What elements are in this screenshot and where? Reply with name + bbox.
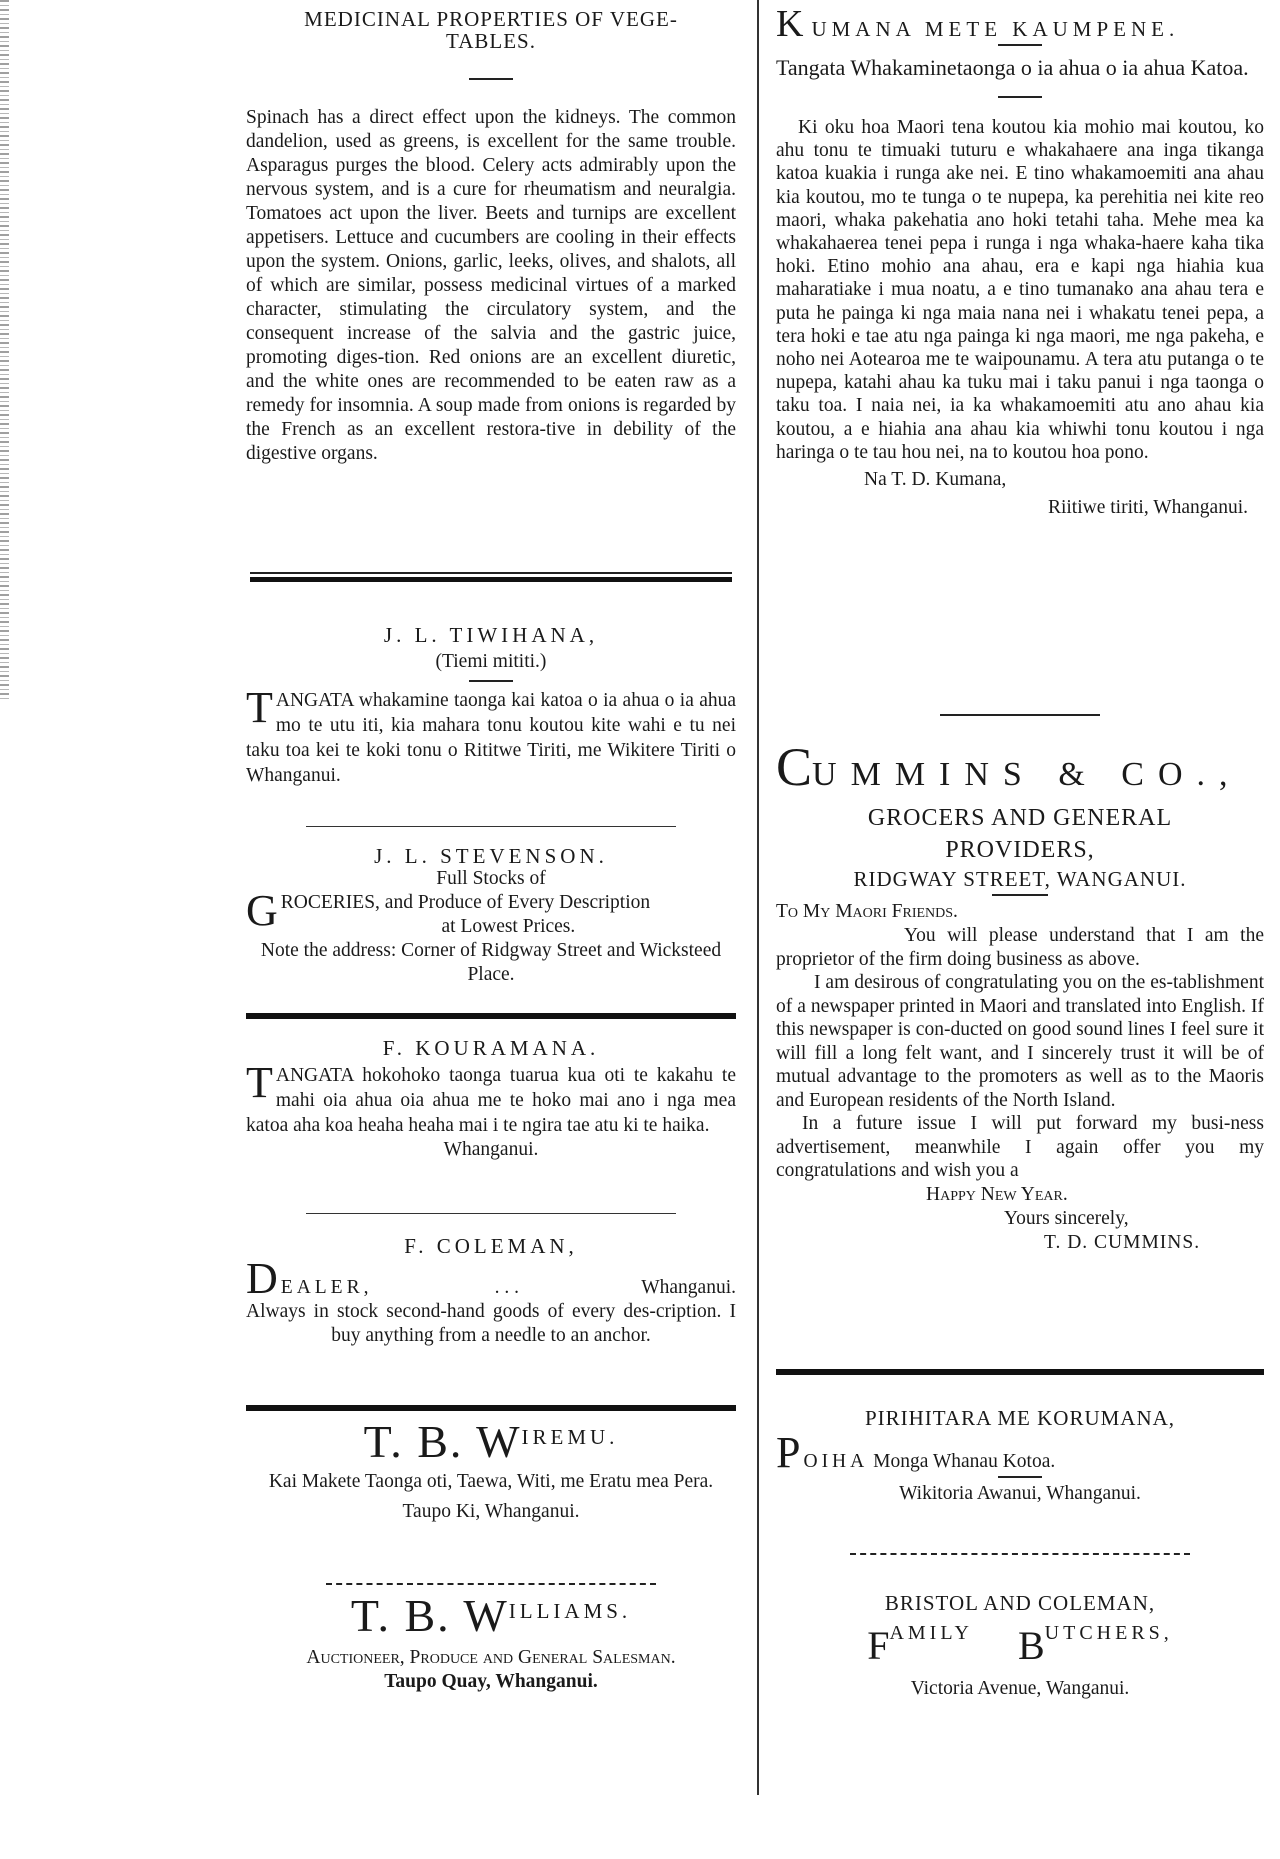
medicinal-title: MEDICINAL PROPERTIES OF VEGE-TABLES. [304, 7, 678, 53]
kouramana-body [246, 1058, 736, 1138]
cummins-title-line [776, 737, 1264, 797]
cummins-title: UMMINS & CO., [812, 756, 1242, 793]
stevenson-dropcap: G [246, 886, 278, 935]
stevenson-line1: Full Stocks of [436, 868, 546, 889]
cummins-close: Yours sincerely, [1004, 1207, 1129, 1229]
cummins-sign: T. D. CUMMINS. [1044, 1231, 1201, 1253]
tiwihana-name: J. L. TIWIHANA, [383, 623, 599, 647]
wiremu-line2: Taupo Ki, Whanganui. [402, 1501, 580, 1522]
section-rule [776, 1369, 1264, 1375]
coleman-dots: . . . [494, 1277, 520, 1298]
kouramana-dropcap: T [246, 1058, 273, 1107]
section-rule [306, 826, 676, 827]
pirihitara-name: PIRIHITARA ME KORUMANA, [864, 1406, 1176, 1430]
separator [998, 44, 1042, 46]
cummins-greeting: To My Maori Friends. [776, 901, 958, 922]
pirihitara-place: Wikitoria Awanui, Whanganui. [899, 1483, 1141, 1504]
kouramana-text: ANGATA hokohoko taonga tuarua kua oti te kakahu te mahi oia ahua oia ahua me te hoko mai ano i nga mea katoa aha koa heaha heaha mai i te ngira tae atu ki te haika. [246, 1065, 736, 1136]
cummins-ad [776, 737, 1264, 1255]
section-rule [246, 1013, 736, 1019]
pirihitara-ad [776, 1407, 1264, 1506]
kumana-subtitle: Tangata Whakaminetaonga o ia ahua o ia ahua Katoa. [776, 55, 1249, 80]
section-rule [306, 1213, 676, 1214]
cummins-p1: You will please understand that I am the proprietor of the firm doing business as above. [776, 925, 1264, 970]
separator [998, 96, 1042, 98]
wiremu-line1: Kai Makete Taonga oti, Taewa, Witi, me Eratu mea Pera. [268, 1471, 714, 1492]
cummins-line2: PROVIDERS, [945, 837, 1095, 863]
medicinal-article [246, 8, 736, 466]
bristol-word2: UTCHERS, [1044, 1622, 1173, 1644]
cummins-p2: I am desirous of congratulating you on the es-tablishment of a newspaper printed in Maori and translated into English. If this newspaper is con-ducted on good sound lines I feel sure it will fill a long felt want, and I sincerely trust it will be of mutual advantage to the promoters as well as to the Maoris and European residents of the North Island. [776, 972, 1264, 1111]
separator [469, 680, 513, 682]
stevenson-line3: at Lowest Prices. [441, 916, 576, 937]
stevenson-groceries [246, 886, 736, 939]
cummins-wish: Happy New Year. [926, 1183, 1068, 1205]
coleman-ad [246, 1235, 736, 1348]
separator [998, 1476, 1042, 1478]
separator [992, 894, 1048, 896]
kumana-dropcap: K [776, 3, 809, 45]
bristol-dropcap1: F [867, 1623, 890, 1668]
pirihitara-dropcap: P [776, 1428, 801, 1477]
williams-line1: Auctioneer, Produce and General Salesman. [306, 1647, 676, 1668]
kouramana-place: Whanganui. [443, 1139, 539, 1160]
section-rule [850, 1553, 1190, 1555]
kouramana-name: F. KOURAMANA. [382, 1036, 600, 1060]
pirihitara-line [776, 1428, 1264, 1477]
stevenson-address: Note the address: Corner of Ridgway Street and Wicksteed Place. [260, 940, 722, 985]
bristol-name: BRISTOL AND COLEMAN, [884, 1591, 1156, 1615]
coleman-dealer-line [246, 1254, 736, 1303]
coleman-place: Whanganui. [641, 1277, 736, 1298]
bristol-line [776, 1622, 1264, 1669]
medicinal-body: Spinach has a direct effect upon the kidneys. The common dandelion, used as greens, is excellent for the same trouble. Asparagus purges the blood. Celery acts admirably upon the nervous system, and is a cure for rheumatism and neuralgia. Tomatoes act upon the liver. Beets and turnips are excellent appetisers. Lettuce and cucumbers are cooling in their effects upon the system. Onions, garlic, leeks, olives, and shalots, all of which are similar, possess medicinal virtues of a marked character, stimulating the circulatory system, and the consequent increase of the salvia and the gastric juice, promoting diges-tion. Red onions are an excellent diuretic, and the white ones are recommended to be eaten raw as a remedy for insomnia. A soup made from onions is regarded by the French as an excellent restora-tive in debility of the digestive organs. [246, 107, 736, 464]
williams-ad [246, 1592, 736, 1694]
bristol-word1: AMILY [889, 1622, 973, 1644]
cummins-p3: In a future issue I will put forward my busi-ness advertisement, meanwhile I again offer you my congratulations and wish you a [776, 1113, 1264, 1181]
bristol-place: Victoria Avenue, Wanganui. [910, 1678, 1130, 1699]
tiwihana-ad [246, 624, 736, 788]
section-rule [250, 572, 732, 582]
tiwihana-body [246, 683, 736, 788]
kumana-title-line [776, 3, 1264, 45]
stevenson-name: J. L. STEVENSON. [374, 844, 608, 868]
williams-name [246, 1592, 736, 1640]
kumana-body: Ki oku hoa Maori tena koutou kia mohio mai koutou, ko ahu tonu te timuaki tuturu e whakahaere ana inga tikanga katoa kuakia i runga ake nei. E tino whakamoemiti ana ahau kia koutou, mo te tunga o te nupepa, ka perehitia nei kite reo maori, whaka pakehatia ano hoki tetahi taha. Mehe mea ka whakahaerea tenei pepa i runga i nga whaka-haere kaha tika hoki. Etino mohio ana ahau, era e kapi nga hiahia kua maharatiake i mua noatu, a e tino tumanako ana ahau tera e puta he painga ki nga maia nana nei i whakatu tenei pepa, a tera hoki e tae atu nga painga ki nga maori, me nga pakeha, e noho nei Aotearoa me te waipounamu. A tera atu putanga o te nupepa, katahi ahau ka tuku mai i taku panui i nga taonga o taku toa. I naia nei, ia ka whakamoemiti atu ano ahau kia koutou, a e hiahia ana ahau kia whiwhi tonu koutou i nga haringa o te tau hou nei, na to koutou hoa pono. [776, 117, 1264, 463]
cummins-line1: GROCERS AND GENERAL [867, 805, 1173, 831]
page-edge-decoration [0, 0, 9, 700]
bristol-dropcap2: B [1017, 1623, 1045, 1668]
coleman-dropcap: D [246, 1254, 278, 1303]
coleman-title: EALER, [280, 1277, 373, 1298]
bristol-ad [776, 1592, 1264, 1701]
williams-initials: T. B. W [350, 1590, 509, 1641]
wiremu-initials: T. B. W [363, 1416, 522, 1467]
section-rule [246, 1405, 736, 1411]
williams-line2: Taupo Quay, Whanganui. [384, 1671, 598, 1692]
kouramana-ad [246, 1037, 736, 1162]
wiremu-rest: IREMU. [521, 1425, 619, 1449]
wiremu-ad [246, 1418, 736, 1524]
williams-rest: ILLIAMS. [508, 1599, 632, 1623]
stevenson-line2: ROCERIES, and Produce of Every Description [280, 892, 651, 913]
kumana-sign1: Na T. D. Kumana, [864, 469, 1007, 491]
cummins-dropcap: C [776, 737, 813, 797]
section-rule [326, 1583, 656, 1585]
column-divider [757, 0, 759, 1795]
separator [469, 78, 513, 80]
kumana-sign2: Riitiwe tiriti, Whanganui. [1047, 497, 1248, 519]
wiremu-name [246, 1418, 736, 1466]
stevenson-ad [246, 845, 736, 987]
cummins-line3: RIDGWAY STREET, WANGANUI. [853, 867, 1187, 891]
tiwihana-text: ANGATA whakamine taonga kai katoa o ia ahua o ia ahua mo te utu iti, kia mahara tonu koutou kite wahi e tu nei taku toa kei te koki tonu o Rititwe Tiriti, me Wikitere Tiriti o Whanganui. [246, 690, 736, 786]
tiwihana-dropcap: T [246, 683, 273, 732]
pirihitara-title: OIHA [803, 1451, 869, 1472]
kumana-title: UMANA METE KAUMPENE. [811, 17, 1180, 41]
pirihitara-desc: Monga Whanau Kotoa. [873, 1451, 1056, 1472]
section-rule [940, 714, 1100, 716]
kumana-ad [776, 3, 1264, 520]
coleman-body: Always in stock second-hand goods of every des-cription. I buy anything from a needle to an anchor. [246, 1301, 736, 1346]
coleman-name: F. COLEMAN, [404, 1234, 578, 1258]
tiwihana-subtitle: (Tiemi mititi.) [435, 651, 547, 672]
